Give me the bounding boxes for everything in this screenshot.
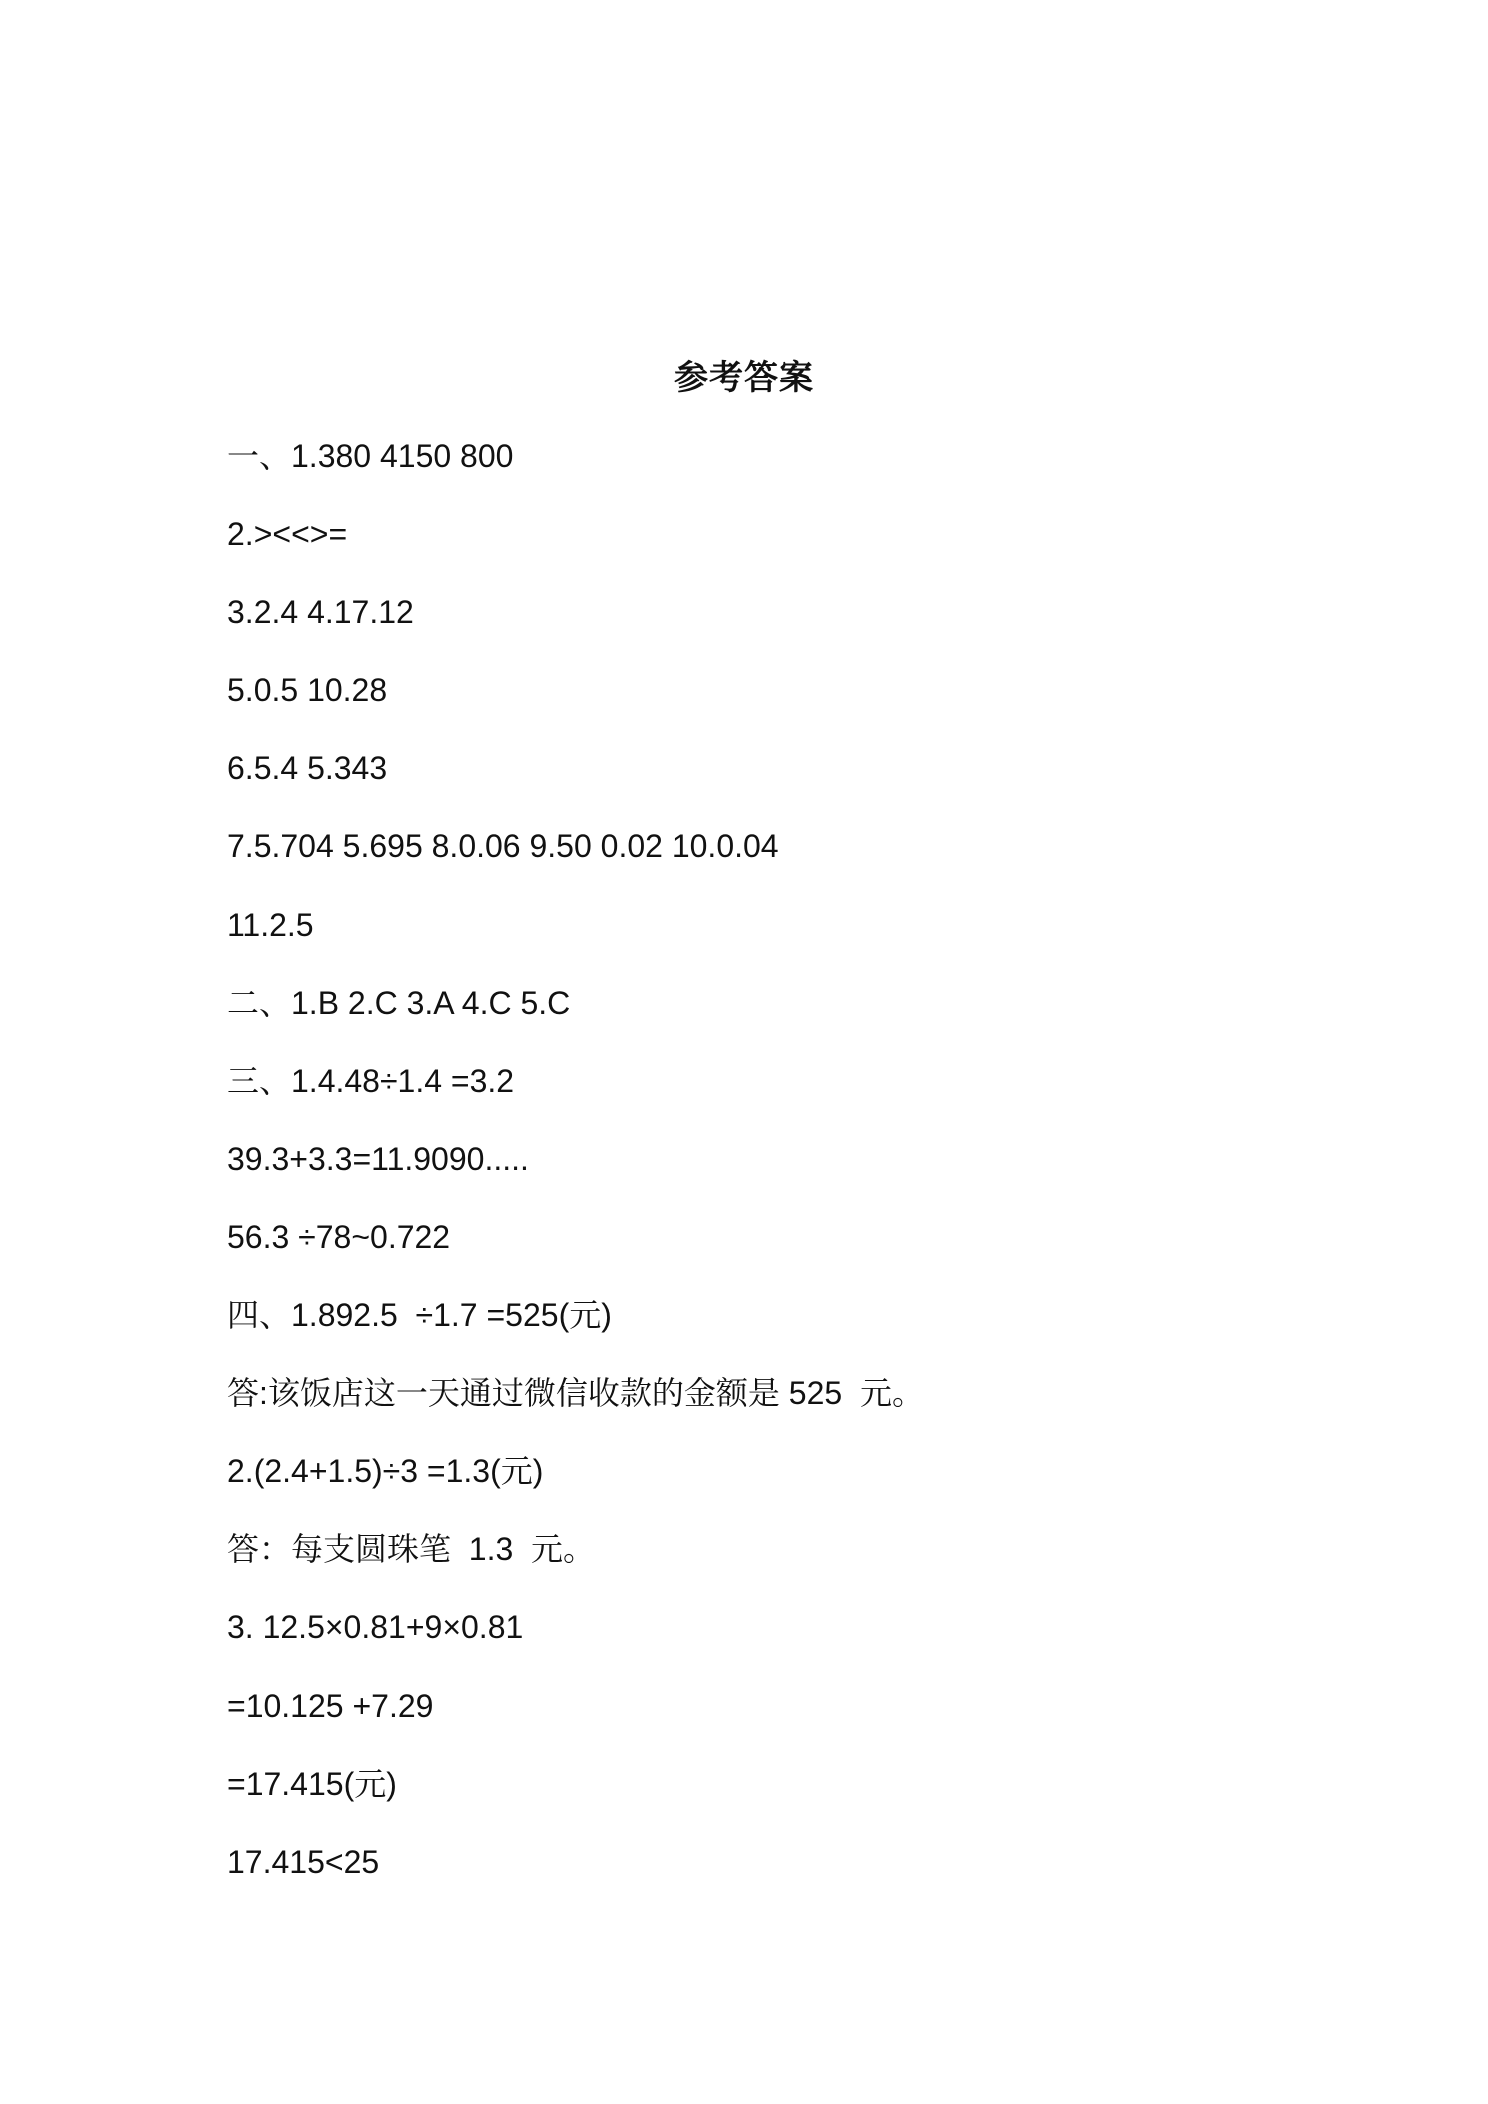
- answer-line-15: 答：每支圆珠笔 1.3 元。: [227, 1531, 596, 1568]
- answer-line-16: 3. 12.5×0.81+9×0.81: [227, 1609, 524, 1646]
- answer-line-9: 三、1.4.48÷1.4 =3.2: [227, 1062, 515, 1099]
- answer-line-17: =10.125 +7.29: [227, 1687, 434, 1724]
- answer-line-10: 39.3+3.3=11.9090.....: [227, 1140, 529, 1177]
- answer-line-11: 56.3 ÷78~0.722: [227, 1218, 451, 1255]
- answer-lines: [227, 432, 1407, 1916]
- answer-line-3: 3.2.4 4.17.12: [227, 594, 414, 631]
- answer-line-2: 2.><<>=: [227, 516, 348, 553]
- answer-line-6: 7.5.704 5.695 8.0.06 9.50 0.02 10.0.04: [227, 828, 779, 865]
- answer-line-8: 二、1.B 2.C 3.A 4.C 5.C: [227, 984, 571, 1021]
- answer-line-5: 6.5.4 5.343: [227, 750, 388, 787]
- answer-line-4: 5.0.5 10.28: [227, 672, 388, 709]
- answer-line-19: 17.415<25: [227, 1843, 380, 1880]
- answer-line-1: 一、1.380 4150 800: [227, 438, 514, 474]
- answer-line-14: 2.(2.4+1.5)÷3 =1.3(元): [227, 1453, 544, 1490]
- answer-line-7: 11.2.5: [227, 906, 314, 943]
- document-title: 参考答案: [674, 359, 814, 397]
- answer-line-12: 四、1.892.5 ÷1.7 =525(元): [227, 1297, 612, 1334]
- answer-line-13: 答:该饭店这一天通过微信收款的金额是 525 元。: [227, 1375, 924, 1412]
- answer-line-18: =17.415(元): [227, 1765, 397, 1802]
